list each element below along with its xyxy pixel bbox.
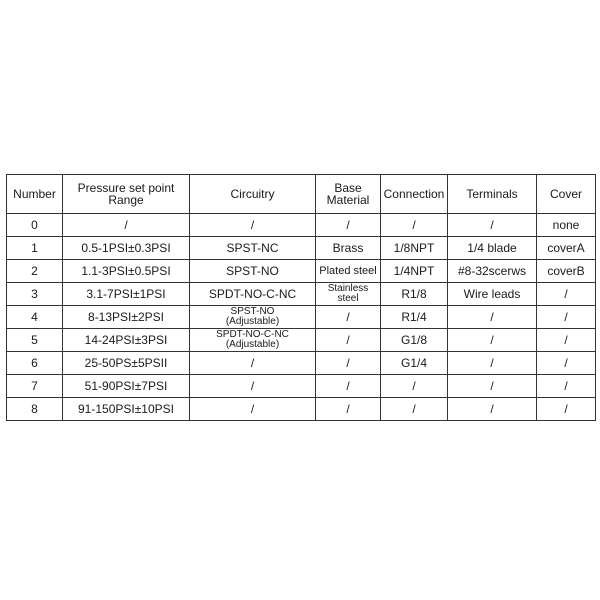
cell-base-material: / [316, 352, 381, 375]
cell-terminals: / [448, 352, 537, 375]
cell-number: 4 [7, 306, 63, 329]
table-row [7, 352, 596, 375]
table-row [7, 398, 596, 421]
cell-base-material: / [316, 329, 381, 352]
cell-terminals: #8-32scerws [448, 260, 537, 283]
cell-terminals: / [448, 214, 537, 237]
cell-number: 5 [7, 329, 63, 352]
cell-pressure-range: 1.1-3PSI±0.5PSI [63, 260, 190, 283]
cell-number: 6 [7, 352, 63, 375]
cell-pressure-range: / [63, 214, 190, 237]
table-row [7, 283, 596, 306]
table-row [7, 375, 596, 398]
cell-base-material: Brass [316, 237, 381, 260]
cell-cover: / [537, 306, 596, 329]
header-row [7, 175, 596, 214]
cell-pressure-range: 3.1-7PSI±1PSI [63, 283, 190, 306]
cell-circuitry [190, 329, 316, 352]
cell-connection: G1/8 [381, 329, 448, 352]
cell-connection: G1/4 [381, 352, 448, 375]
cell-base-material-line2: steel [337, 293, 359, 304]
cell-circuitry-line2: (Adjustable) [225, 316, 280, 327]
cell-terminals: / [448, 329, 537, 352]
cell-pressure-range: 8-13PSI±2PSI [63, 306, 190, 329]
cell-pressure-range: 14-24PSI±3PSI [63, 329, 190, 352]
table-row [7, 306, 596, 329]
cell-circuitry-line1: SPST-NO [230, 306, 275, 317]
header-pressure-line2: Range [108, 193, 144, 207]
header-connection: Connection [381, 175, 448, 214]
table-row [7, 329, 596, 352]
cell-base-material: / [316, 398, 381, 421]
header-cover: Cover [537, 175, 596, 214]
cell-connection: / [381, 398, 448, 421]
cell-number: 7 [7, 375, 63, 398]
cell-cover: none [537, 214, 596, 237]
cell-circuitry [190, 306, 316, 329]
header-circuitry: Circuitry [190, 175, 316, 214]
cell-base-material [316, 283, 381, 306]
header-pressure [63, 175, 190, 214]
cell-circuitry: / [190, 375, 316, 398]
cell-pressure-range: 91-150PSI±10PSI [63, 398, 190, 421]
header-base-line2: Material [326, 193, 370, 207]
table-row [7, 260, 596, 283]
cell-terminals: Wire leads [448, 283, 537, 306]
cell-connection: / [381, 214, 448, 237]
cell-number: 3 [7, 283, 63, 306]
cell-base-material-line1: Stainless [327, 283, 369, 294]
header-terminals: Terminals [448, 175, 537, 214]
cell-cover: coverA [537, 237, 596, 260]
cell-connection: R1/8 [381, 283, 448, 306]
cell-base-material: / [316, 375, 381, 398]
cell-terminals: / [448, 375, 537, 398]
cell-base-material: / [316, 214, 381, 237]
header-base-material [316, 175, 381, 214]
table-header [7, 175, 596, 214]
cell-pressure-range: 0.5-1PSI±0.3PSI [63, 237, 190, 260]
cell-cover: / [537, 398, 596, 421]
cell-connection: / [381, 375, 448, 398]
cell-number: 8 [7, 398, 63, 421]
cell-base-material: Plated steel [316, 260, 381, 283]
cell-connection: R1/4 [381, 306, 448, 329]
cell-circuitry: / [190, 214, 316, 237]
cell-pressure-range: 25-50PS±5PSII [63, 352, 190, 375]
cell-cover: / [537, 329, 596, 352]
cell-circuitry-line2: (Adjustable) [225, 339, 280, 350]
cell-connection: 1/8NPT [381, 237, 448, 260]
cell-circuitry-line1: SPDT-NO-C-NC [216, 329, 289, 340]
cell-cover: / [537, 283, 596, 306]
cell-circuitry: SPST-NC [190, 237, 316, 260]
cell-terminals: / [448, 398, 537, 421]
table-row [7, 214, 596, 237]
cell-terminals: 1/4 blade [448, 237, 537, 260]
cell-cover: / [537, 375, 596, 398]
cell-terminals: / [448, 306, 537, 329]
table-body [7, 214, 596, 421]
cell-circuitry: SPDT-NO-C-NC [190, 283, 316, 306]
cell-circuitry: / [190, 352, 316, 375]
cell-number: 1 [7, 237, 63, 260]
spec-table [6, 174, 596, 421]
cell-circuitry: / [190, 398, 316, 421]
cell-number: 0 [7, 214, 63, 237]
table-row [7, 237, 596, 260]
header-base-line1: Base [334, 181, 362, 195]
header-pressure-line1: Pressure set point [77, 181, 175, 195]
cell-pressure-range: 51-90PSI±7PSI [63, 375, 190, 398]
cell-cover: / [537, 352, 596, 375]
cell-number: 2 [7, 260, 63, 283]
header-number: Number [7, 175, 63, 214]
cell-cover: coverB [537, 260, 596, 283]
cell-circuitry: SPST-NO [190, 260, 316, 283]
cell-base-material: / [316, 306, 381, 329]
cell-connection: 1/4NPT [381, 260, 448, 283]
